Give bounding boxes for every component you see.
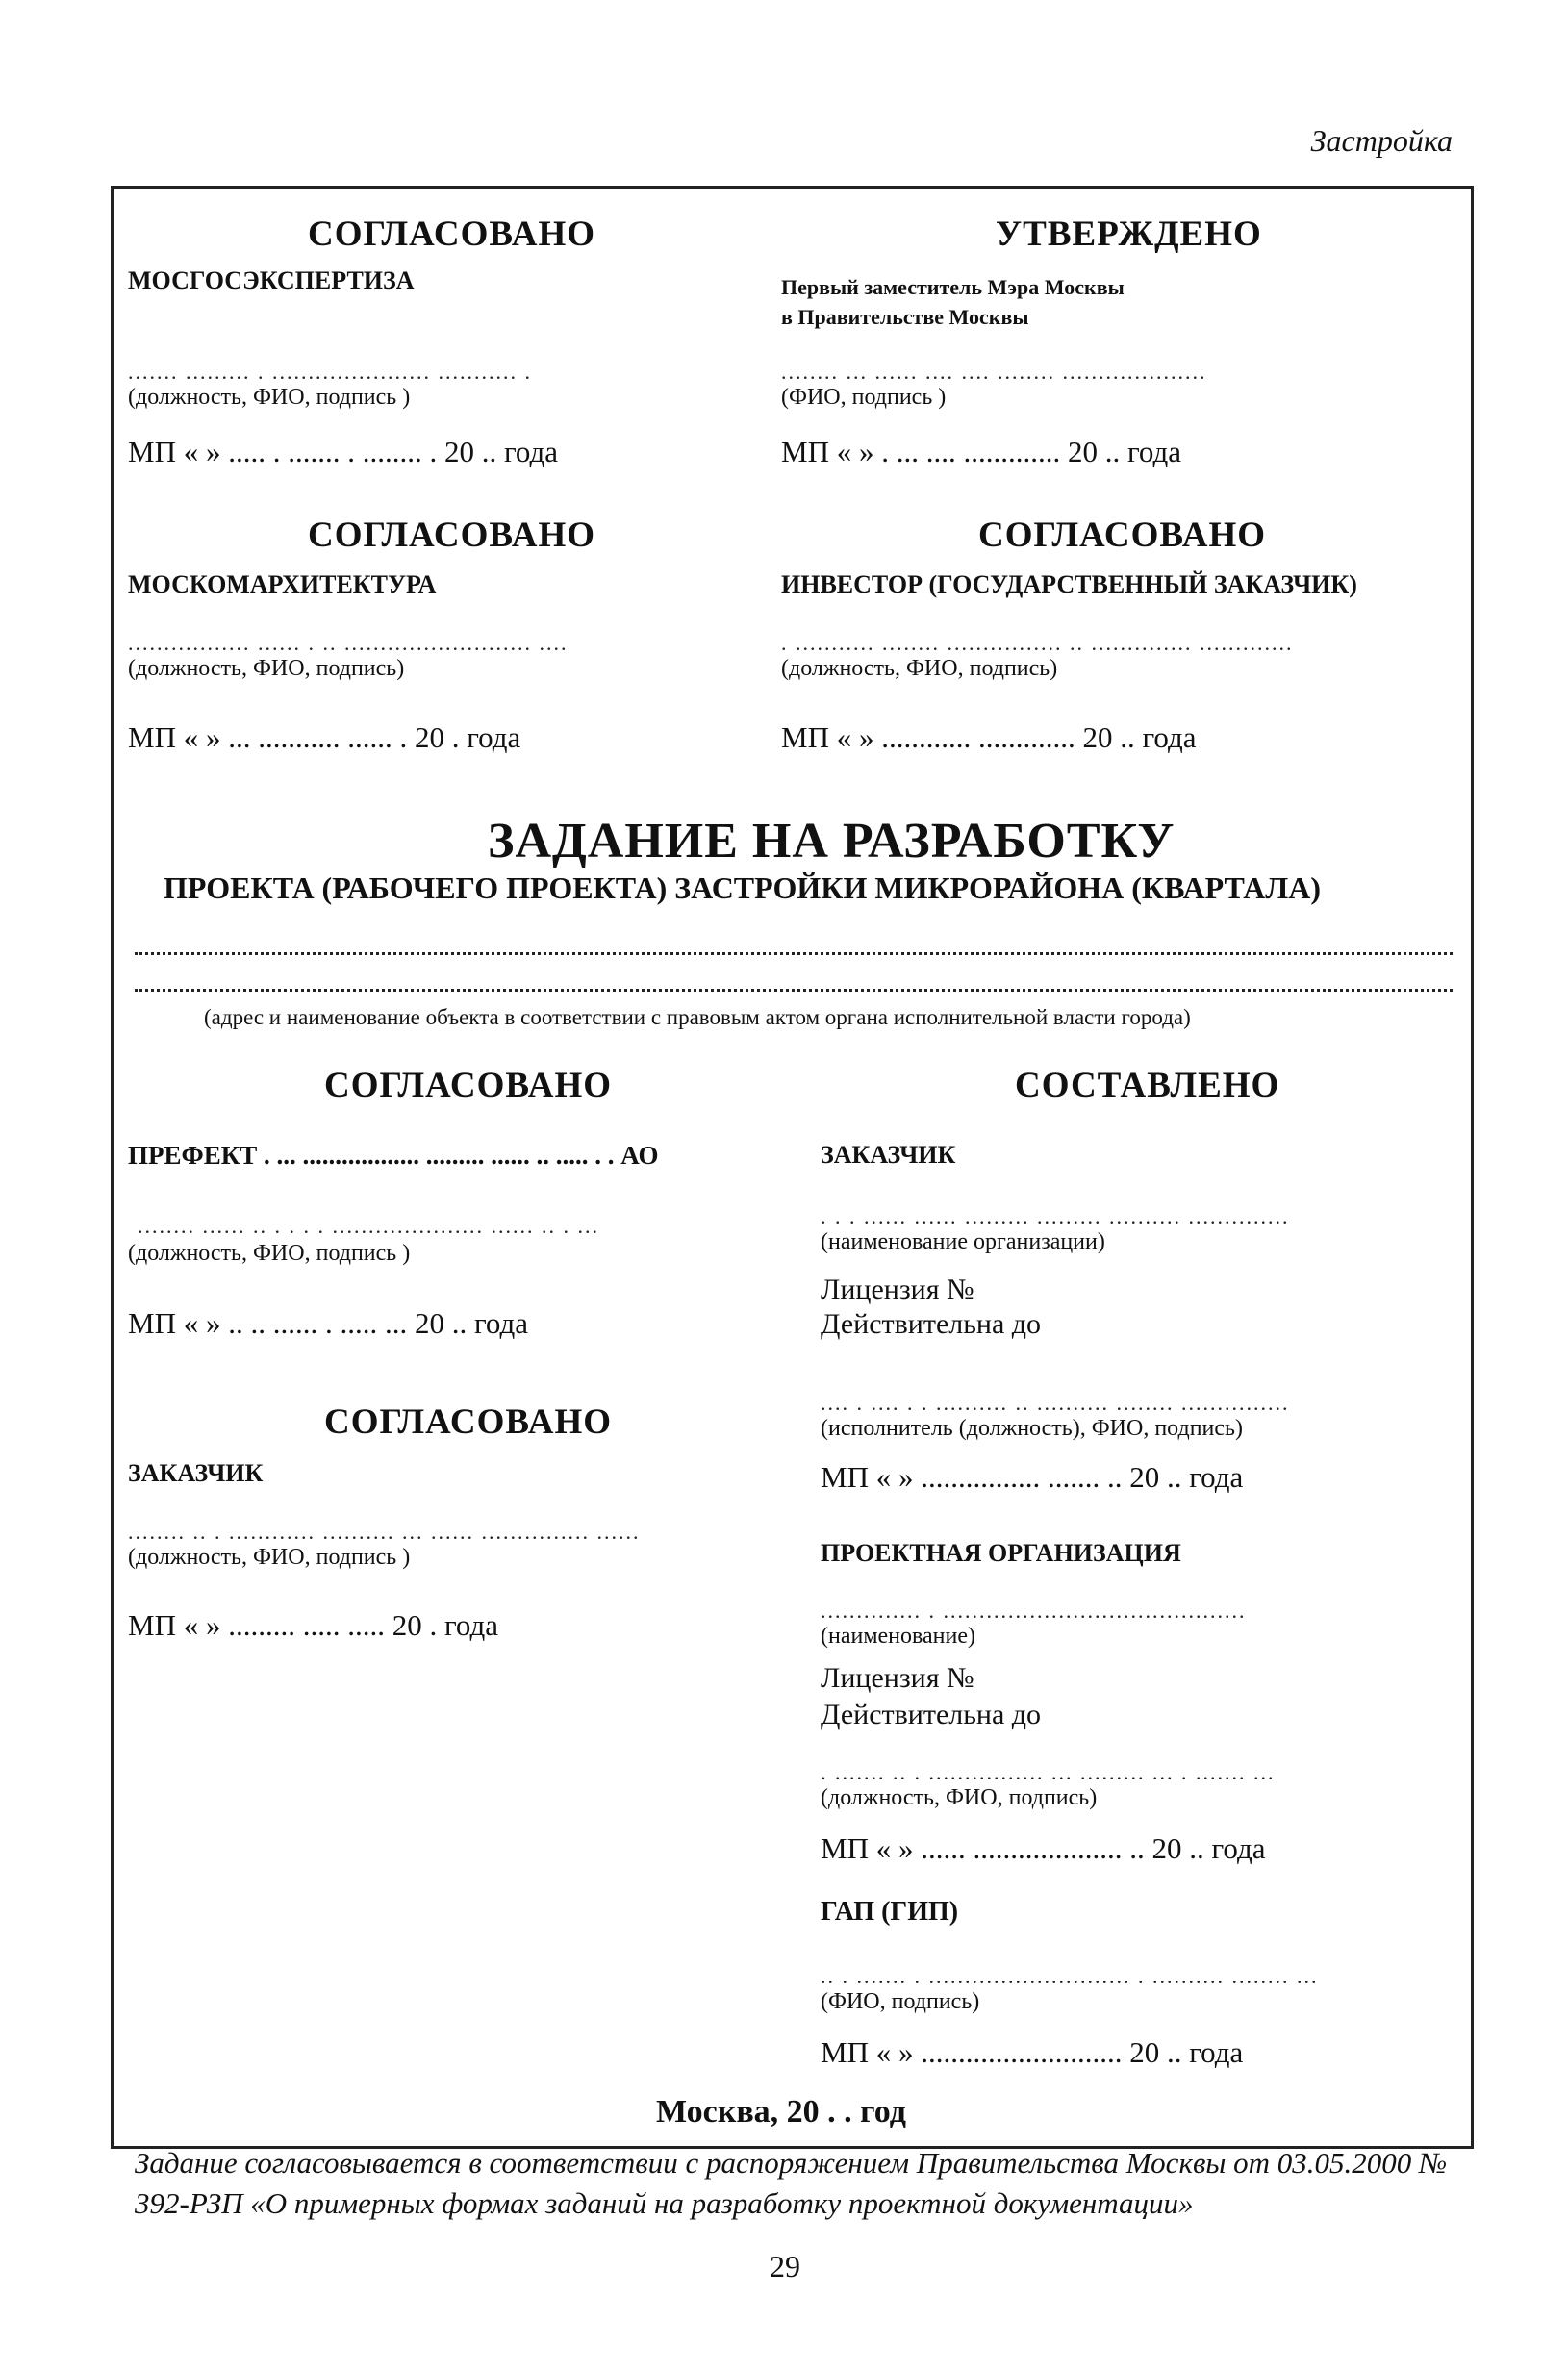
compiled-customer-line: . . . ...... ...... ......... ......... .......... .............. <box>821 1204 1290 1228</box>
prefekt-sign-line: ........ ...... .. . . . . ..................... ...... .. . ... <box>138 1214 599 1238</box>
address-fill-line-2 <box>135 989 1453 992</box>
block1-org: МОСГОСЭКСПЕРТИЗА <box>128 266 415 294</box>
block2-sign-line: ........ ... ...... .... .... ........ .................... <box>781 360 1207 384</box>
prefekt-caption: (должность, ФИО, подпись ) <box>128 1241 411 1266</box>
chief-architect-sign-line: .. . ....... . ............................ . .......... ........ ... <box>821 1964 1319 1988</box>
prefekt-mp-date: МП « » .. .. ...... . ..... ... 20 .. года <box>128 1306 529 1340</box>
block4-org: ИНВЕСТОР (ГОСУДАРСТВЕННЫЙ ЗАКАЗЧИК) <box>781 570 1357 598</box>
block3-sign-line: ................. ...... . .. .......................... .... <box>128 631 569 655</box>
block1-title: СОГЛАСОВАНО <box>308 214 596 254</box>
page-number: 29 <box>770 2249 800 2284</box>
compiled-block-title: СОСТАВЛЕНО <box>1015 1066 1280 1105</box>
block4-caption: (должность, ФИО, подпись) <box>781 656 1058 681</box>
compiled-customer-caption: (наименование организации) <box>821 1229 1105 1254</box>
block2-mp-date: МП « » . ... .... ............. 20 .. года <box>781 435 1182 468</box>
design-org-mp-date: МП « » ...... .................... .. 20 .. года <box>821 1831 1266 1865</box>
prefekt-block-title: СОГЛАСОВАНО <box>324 1066 613 1105</box>
block2-title: УТВЕРЖДЕНО <box>996 214 1262 254</box>
block2-org-line2: в Правительстве Москвы <box>781 305 1029 329</box>
block1-caption: (должность, ФИО, подпись ) <box>128 385 411 410</box>
block3-title: СОГЛАСОВАНО <box>308 516 596 555</box>
design-org-caption: (наименование) <box>821 1624 976 1649</box>
design-org-sign-line: . ....... .. . ................ ... ......... ... . ....... ... <box>821 1760 1276 1784</box>
address-caption: (адрес и наименование объекта в соответствии с правовым актом органа исполнительной власти города) <box>204 1005 1191 1029</box>
block4-sign-line: . ........... ........ ................ .. .............. ............. <box>781 631 1294 655</box>
executor-mp-date: МП « » ................ ....... .. 20 .. года <box>821 1460 1244 1494</box>
customer-mp-date: МП « » ......... ..... ..... 20 . года <box>128 1608 499 1642</box>
block3-org: МОСКОМАРХИТЕКТУРА <box>128 570 437 598</box>
prefekt-line: ПРЕФЕКТ . ... .................. ......... ...... .. ..... . . АО <box>128 1141 659 1170</box>
compiled-license: Лицензия № <box>821 1274 974 1305</box>
customer-block-title: СОГЛАСОВАНО <box>324 1402 613 1442</box>
block1-mp-date: МП « » ..... . ....... . ........ . 20 .. года <box>128 435 559 468</box>
design-org-valid-until: Действительна до <box>821 1699 1042 1730</box>
approval-note: Задание согласовывается в соответствии с распоряжением Правительства Москвы от 03.05.2000 № 392-РЗП «О примерных формах заданий на разработку проектной документации» <box>135 2146 1448 2220</box>
block3-mp-date: МП « » ... ........... ...... . 20 . года <box>128 720 521 754</box>
chief-architect-caption: (ФИО, подпись) <box>821 1989 980 2014</box>
block2-caption: (ФИО, подпись ) <box>781 385 947 410</box>
block4-title: СОГЛАСОВАНО <box>978 516 1267 555</box>
task-subtitle: ПРОЕКТА (РАБОЧЕГО ПРОЕКТА) ЗАСТРОЙКИ МИКРОРАЙОНА (КВАРТАЛА) <box>164 871 1321 905</box>
compiled-valid-until: Действительна до <box>821 1308 1042 1340</box>
customer-sign-line: ........ .. . ............ .......... ... ...... ............... ...... <box>128 1520 641 1544</box>
design-org-title: ПРОЕКТНАЯ ОРГАНИЗАЦИЯ <box>821 1539 1181 1567</box>
chief-architect-mp-date: МП « » ........................... 20 .. года <box>821 2035 1244 2069</box>
running-header: Застройка <box>1310 123 1453 158</box>
chief-architect-title: ГАП (ГИП) <box>821 1897 959 1927</box>
design-org-line: .............. . .......................................... <box>821 1599 1247 1623</box>
executor-sign-line: .... . .... . . .......... .. .......... ........ ............... <box>821 1391 1290 1415</box>
compiled-customer-org: ЗАКАЗЧИК <box>821 1141 956 1169</box>
block2-org-line1: Первый заместитель Мэра Москвы <box>781 275 1125 299</box>
address-fill-line-1 <box>135 952 1453 955</box>
block4-mp-date: МП « » ............ ............. 20 .. года <box>781 720 1197 754</box>
task-title: ЗАДАНИЕ НА РАЗРАБОТКУ <box>488 814 1176 869</box>
design-org-license: Лицензия № <box>821 1662 974 1694</box>
block3-caption: (должность, ФИО, подпись) <box>128 656 405 681</box>
customer-caption: (должность, ФИО, подпись ) <box>128 1545 411 1570</box>
block1-sign-line: ....... ......... . ...................... ........... . <box>128 360 532 384</box>
customer-org: ЗАКАЗЧИК <box>128 1459 264 1487</box>
city-year: Москва, 20 . . год <box>656 2094 906 2130</box>
executor-caption: (исполнитель (должность), ФИО, подпись) <box>821 1416 1243 1441</box>
design-org-sign-caption: (должность, ФИО, подпись) <box>821 1785 1098 1810</box>
